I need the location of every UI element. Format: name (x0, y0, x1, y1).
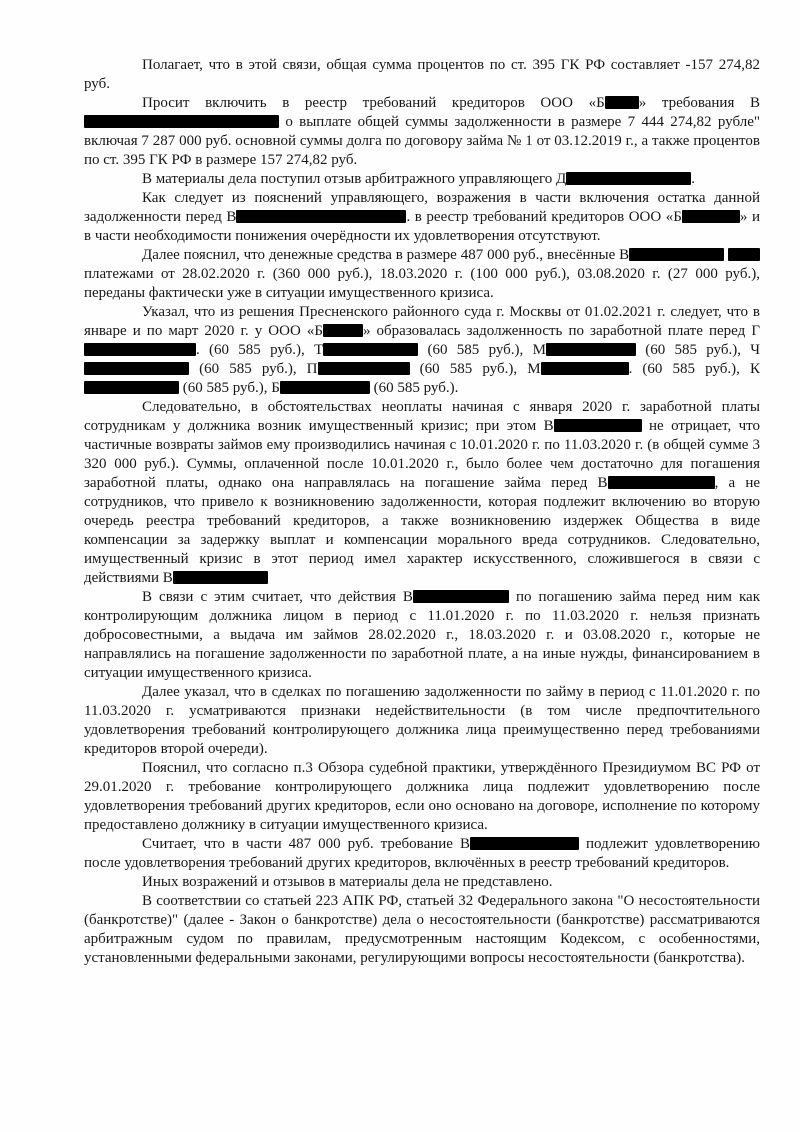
redaction-bar (84, 343, 196, 356)
redaction-bar (280, 381, 370, 394)
paragraph (84, 588, 760, 683)
redaction-bar (605, 96, 639, 109)
text-run: не отрицает, что частичные возвраты займов ему производились начиная с 10.01.2020 г. по 11.03.2020 г. (в общей сумме 3 320 000 руб.). Суммы, оплаченной после 10.01.2020 г., было более чем достаточно для погашения заработной платы, однако она направлялась на погашение займа перед В (84, 418, 760, 491)
redaction-bar (554, 419, 642, 432)
text-run: платежами от 28.02.2020 г. (360 000 руб.), 18.03.2020 г. (100 000 руб.), 03.08.2020 г. (27 000 руб.), переданы фактически уже в ситуации имущественного кризиса. (84, 266, 760, 301)
paragraph (84, 398, 760, 588)
text-run: » образовалась задолженность по заработной плате перед Г (362, 323, 760, 339)
text-run: Считает, что в части 487 000 руб. требование В (142, 836, 470, 852)
paragraph (84, 683, 760, 759)
redaction-bar (84, 115, 279, 128)
redaction-bar (84, 381, 179, 394)
paragraph (84, 892, 760, 968)
paragraph (84, 873, 760, 892)
redaction-bar (470, 837, 579, 850)
text-run: . (691, 171, 696, 187)
text-run: , а не сотрудников, что привело к возникновению задолженности, которая подлежит включению во вторую очередь реестра требований кредиторов, а также возникновению издержек Общества в виде компенсации за задержку выплат и компенсации морального вреда сотрудников. Следовательно, имущественный кризис в этот период имел характер искусственного, сложившегося в связи с действиями В (84, 475, 760, 586)
paragraph (84, 94, 760, 170)
text-run: » требования В (638, 95, 761, 111)
text-run: . (60 585 руб.), К (628, 361, 761, 377)
text-run: . в реестр требований кредиторов ООО «Б (406, 209, 682, 225)
text-run: по погашению займа перед ним как контролирующим должника лицом в период с 11.01.2020 г. по 11.03.2020 г. нельзя признать добросовестными, а выдача им займов 28.02.2020 г., 18.03.2020 г. и 03.08.2020 г., которые не направлялись на погашение задолженности по заработной плате, а на иные нужды, финансированием в ситуации имущественного кризиса. (84, 589, 760, 681)
text-run: (60 585 руб.), Б (179, 380, 280, 396)
paragraph (84, 189, 760, 246)
redaction-bar (608, 476, 715, 489)
text-run: (60 585 руб.). (369, 380, 459, 396)
text-run: . (60 585 руб.), Т (196, 342, 324, 358)
document-body (84, 56, 760, 968)
redaction-bar (173, 571, 268, 584)
redaction-bar (541, 362, 629, 375)
text-run: (60 585 руб.), М (409, 361, 541, 377)
redaction-bar (323, 343, 418, 356)
text-run: Указал, что из решения Пресненского районного суда г. Москвы от 01.02.2021 г. следует, что в январе и по март 2020 г. у ООО «Б (84, 304, 760, 339)
text-run: о выплате общей суммы задолженности в размере 7 444 274,82 рубле" включая 7 287 000 руб. основной суммы долга по договору займа № 1 от 03.12.2019 г., а также процентов по ст. 395 ГК РФ в размере 157 274,82 руб. (84, 114, 760, 168)
text-run: Далее указал, что в сделках по погашению задолженности по займу в период с 11.01.2020 г. по 11.03.2020 г. усматриваются признаки недействительности (в том числе предпочтительного удовлетворения требований контролирующего должника лица преимущественно перед требованиями кредиторов второй очереди). (84, 684, 760, 757)
text-run: подлежит удовлетворению после удовлетворения требований других кредиторов, включённых в реестр требований кредиторов. (84, 836, 760, 871)
paragraph (84, 170, 760, 189)
paragraph (84, 246, 760, 303)
text-run: В связи с этим считает, что действия В (142, 589, 413, 605)
text-run: Иных возражений и отзывов в материалы дела не представлено. (142, 874, 553, 890)
redaction-bar (546, 343, 636, 356)
text-run: (60 585 руб.), М (418, 342, 546, 358)
redaction-bar (629, 248, 724, 261)
redaction-bar (323, 324, 363, 337)
paragraph (84, 303, 760, 398)
text-run: Пояснил, что согласно п.3 Обзора судебной практики, утверждённого Президиумом ВС РФ от 29.01.2020 г. требование контролирующего должника лица подлежит удовлетворению после удовлетворения требований других кредиторов, если оно основано на договоре, исполнение по которому предоставлено должнику в ситуации имущественного кризиса. (84, 760, 760, 833)
redaction-bar (84, 362, 189, 375)
paragraph (84, 835, 760, 873)
text-run: Полагает, что в этой связи, общая сумма процентов по ст. 395 ГК РФ составляет -157 274,82 руб. (84, 57, 760, 92)
text-run: Следовательно, в обстоятельствах неоплаты начиная с января 2020 г. заработной платы сотрудникам у должника возник имущественный кризис; при этом В (84, 399, 760, 434)
redaction-bar (682, 210, 740, 223)
redaction-bar (728, 248, 760, 261)
redaction-bar (413, 590, 509, 603)
text-run: (60 585 руб.), П (189, 361, 318, 377)
redaction-bar (236, 210, 406, 223)
text-run: Просит включить в реестр требований кредиторов ООО «Б (142, 95, 605, 111)
text-run: » и в части необходимости понижения очерёдности их удовлетворения отсутствуют. (84, 209, 761, 244)
paragraph (84, 759, 760, 835)
text-run: В материалы дела поступил отзыв арбитражного управляющего Д (142, 171, 567, 187)
redaction-bar (566, 172, 691, 185)
text-run: В соответствии со статьей 223 АПК РФ, статьей 32 Федерального закона "О несостоятельности (банкротстве)" (далее - Закон о банкротстве) дела о несостоятельности (банкротстве) рассматриваются арбитражным судом по правилам, предусмотренным настоящим Кодексом, с особенностями, установленными федеральными законами, регулирующими вопросы несостоятельности (банкротства). (84, 893, 760, 966)
text-run: (60 585 руб.), Ч (635, 342, 760, 358)
text-run: Как следует из пояснений управляющего, возражения в части включения остатка данной задолженности перед В (84, 190, 760, 225)
redaction-bar (318, 362, 410, 375)
text-run: Далее пояснил, что денежные средства в размере 487 000 руб., внесённые В (142, 247, 630, 263)
paragraph (84, 56, 760, 94)
